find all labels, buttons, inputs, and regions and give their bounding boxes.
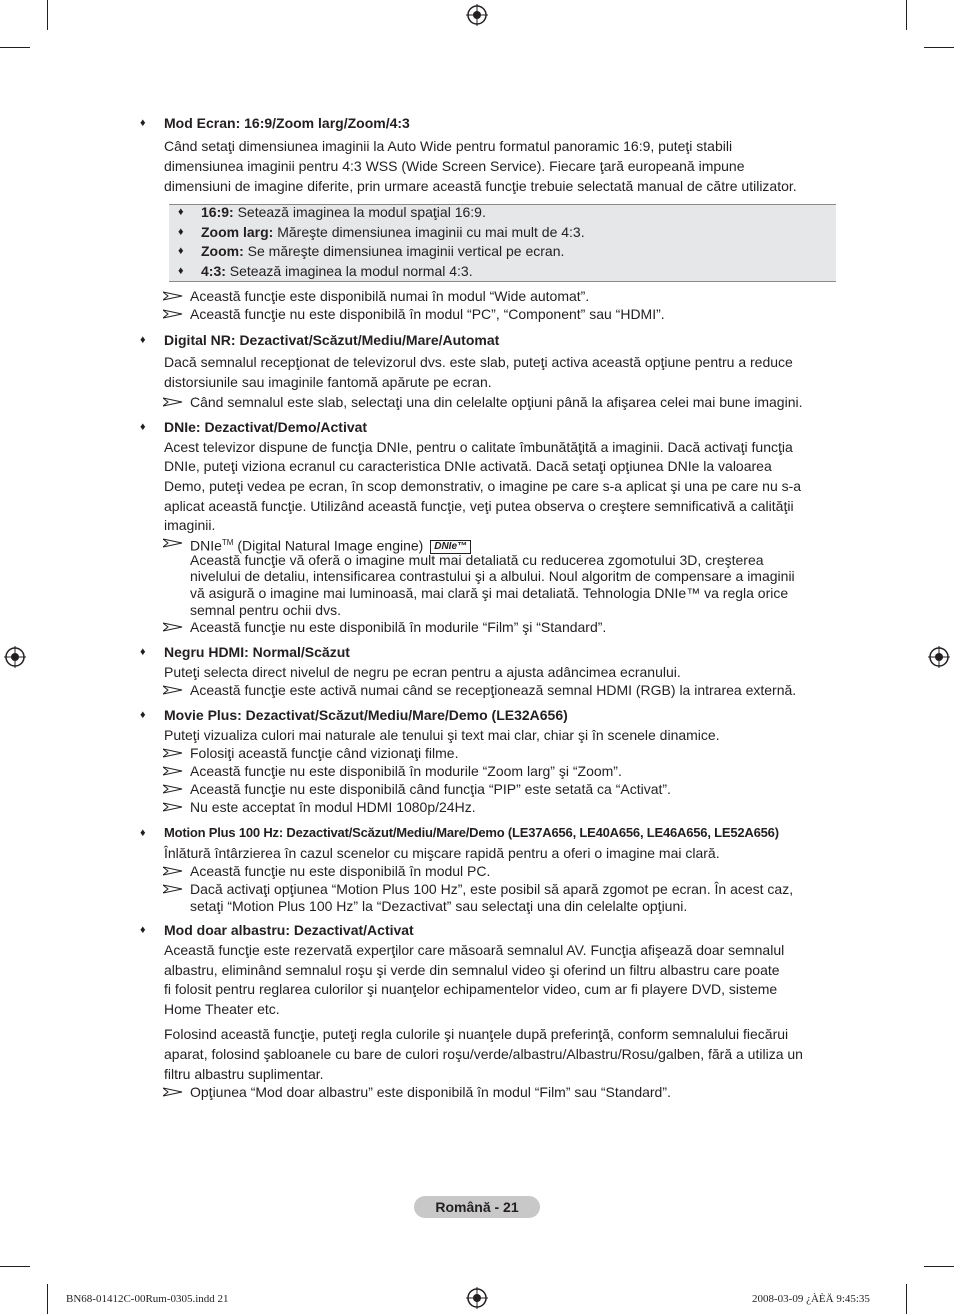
body-line: Înlătură întârzierea în cazul scenelor cu mişcare rapidă pentru a oferi o imagine mai clară. [164, 845, 720, 861]
crop-mark [47, 1284, 48, 1314]
page-number-badge: Română - 21 [414, 1196, 540, 1218]
crop-mark [924, 47, 954, 48]
bullet-icon: ♦ [140, 117, 146, 129]
option-text: Setează imaginea la modul spaţial 16:9. [233, 204, 486, 220]
body-line: Când setaţi dimensiunea imaginii la Auto Wide pentru formatul panoramic 16:9, puteţi stabili [164, 138, 733, 154]
note-arrow-icon [163, 784, 183, 794]
section-title: Digital NR: Dezactivat/Scăzut/Mediu/Mare/Automat [164, 332, 500, 348]
body-line: Puteţi vizualiza culori mai naturale ale tenului şi text mai clar, chiar şi în scenele dinamice. [164, 727, 720, 743]
note-arrow-icon [163, 1087, 183, 1097]
bullet-icon: ♦ [140, 646, 146, 658]
body-line: Home Theater etc. [164, 1001, 280, 1017]
footer-timestamp: 2008-03-09 ¿ÀÈÄ 9:45:35 [752, 1293, 870, 1305]
option-label: Zoom: [201, 243, 244, 259]
body-line: fi folosit pentru reglarea culorilor şi nuanţelor echipamentelor video, cum ar fi playere DVD, sisteme [164, 981, 778, 997]
note-line: Nu este acceptat în modul HDMI 1080p/24Hz. [190, 799, 476, 815]
note-line: Această funcţie nu este disponibilă când funcţia “PIP” este setată ca “Activat”. [190, 781, 671, 797]
option-text: Se măreşte dimensiunea imaginii vertical pe ecran. [243, 243, 565, 259]
dnie-logo-icon: DNIe™ [430, 540, 471, 554]
registration-mark-icon [4, 646, 26, 668]
section-title: Motion Plus 100 Hz: Dezactivat/Scăzut/Mediu/Mare/Demo (LE37A656, LE40A656, LE46A656, LE52A656) [164, 825, 779, 840]
body-line: Puteţi selecta direct nivelul de negru pe ecran pentru a ajusta adâncimea ecranului. [164, 664, 681, 680]
note-line: Această funcţie nu este disponibilă în modurile “Zoom larg” şi “Zoom”. [190, 763, 622, 779]
crop-mark [0, 47, 30, 48]
dnie-prefix: DNIe [190, 537, 222, 554]
note-line: Opţiunea “Mod doar albastru” este disponibilă în modul “Film” sau “Standard”. [190, 1084, 671, 1100]
option-row [201, 242, 564, 260]
body-line: DNIe, puteţi viziona ecranul cu caracteristica DNIe activată. Dacă setaţi opţiunea DNIe la valoarea [164, 458, 772, 474]
option-label: Zoom larg: [201, 224, 274, 240]
crop-mark [906, 1284, 907, 1314]
note-line: nivelului de detaliu, intensificarea contrastului şi a albului. Noul algoritm de compensare a imaginii [190, 568, 795, 584]
note-arrow-icon [163, 766, 183, 776]
dnie-suffix: (Digital Natural Image engine) [233, 537, 424, 554]
note-arrow-icon [163, 802, 183, 812]
option-text: Măreşte dimensiunea imaginii cu mai mult de 4:3. [273, 224, 585, 240]
bullet-icon: ♦ [140, 421, 146, 433]
section-title: Mod Ecran: 16:9/Zoom larg/Zoom/4:3 [164, 115, 410, 131]
note-arrow-icon [163, 622, 183, 632]
body-line: dimensiuni de imagine diferite, prin urmare această funcţie trebuie selectată manual de către utilizator. [164, 178, 797, 194]
note-line: Această funcţie este disponibilă numai în modul “Wide automat”. [190, 288, 590, 304]
crop-mark [0, 1266, 30, 1267]
note-line: Această funcţie nu este disponibilă în modul PC. [190, 863, 491, 879]
note-line: Folosiţi această funcţie când vizionaţi filme. [190, 745, 459, 761]
note-arrow-icon [163, 866, 183, 876]
note-line: Dacă activaţi opţiunea “Motion Plus 100 Hz”, este posibil să apară zgomot pe ecran. În acest caz, [190, 881, 794, 897]
section-title: DNIe: Dezactivat/Demo/Activat [164, 419, 368, 435]
trademark-mark: TM [221, 538, 234, 547]
registration-mark-icon [928, 646, 950, 668]
footer-file-name: BN68-01412C-00Rum-0305.indd 21 [66, 1293, 229, 1305]
note-arrow-icon [163, 397, 183, 407]
body-line: Folosind această funcţie, puteţi regla culorile şi nuanţele după preferinţă, conform semnalului fiecărui [164, 1026, 789, 1042]
note-line: Această funcţie vă oferă o imagine mult mai detaliată cu reducerea zgomotului 3D, creşterea [190, 552, 764, 568]
body-line: albastru, eliminând semnalul roşu şi verde din semnalul video şi oferind un filtru albastru care poate [164, 962, 780, 978]
section-title: Movie Plus: Dezactivat/Scăzut/Mediu/Mare/Demo (LE32A656) [164, 707, 568, 723]
registration-mark-icon [466, 1287, 488, 1309]
note-line: Când semnalul este slab, selectaţi una din celelalte opţiuni până la afişarea celei mai bune imagini. [190, 394, 803, 410]
body-line: Această funcţie este rezervată experţilor care măsoară semnalul AV. Funcţia afişează doar semnalul [164, 942, 785, 958]
section-title: Mod doar albastru: Dezactivat/Activat [164, 922, 414, 938]
body-line: aparat, folosind şabloanele cu bare de culori roşu/verde/albastru/Albastru/Rosu/galben, fără a utiliza un [164, 1046, 803, 1062]
note-line: Această funcţie este activă numai când se recepţionează semnal HDMI (RGB) la intrarea externă. [190, 682, 797, 698]
bullet-icon: ♦ [140, 334, 146, 346]
note-arrow-icon [163, 291, 183, 301]
body-line: filtru albastru suplimentar. [164, 1066, 324, 1082]
note-arrow-icon [163, 538, 183, 548]
option-label: 4:3: [201, 263, 226, 279]
body-line: dimensiunea imaginii pentru 4:3 WSS (Wide Screen Service). Fiecare ţară europeană impune [164, 158, 745, 174]
note-line: Această funcţie nu este disponibilă în modul “PC”, “Component” sau “HDMI”. [190, 306, 665, 322]
note-arrow-icon [163, 685, 183, 695]
bullet-icon: ♦ [178, 226, 184, 238]
option-label: 16:9: [201, 204, 234, 220]
option-text: Setează imaginea la modul normal 4:3. [225, 263, 473, 279]
note-arrow-icon [163, 748, 183, 758]
crop-mark [924, 1266, 954, 1267]
bullet-icon: ♦ [140, 827, 146, 839]
option-row [201, 262, 473, 280]
body-line: Acest televizor dispune de funcţia DNIe, pentru o calitate îmbunătăţită a imaginii. Dacă activaţi funcţia [164, 439, 793, 455]
note-line: Această funcţie nu este disponibilă în modurile “Film” şi “Standard”. [190, 619, 607, 635]
note-line: setaţi “Motion Plus 100 Hz” la “Dezactivat” sau selectaţi una din celelalte opţiuni. [190, 898, 688, 914]
registration-mark-icon [466, 4, 488, 26]
option-row [201, 203, 486, 221]
note-arrow-icon [163, 884, 183, 894]
bullet-icon: ♦ [178, 206, 184, 218]
note-arrow-icon [163, 309, 183, 319]
body-line: imaginii. [164, 517, 216, 533]
crop-mark [47, 0, 48, 30]
section-title: Negru HDMI: Normal/Scăzut [164, 644, 350, 660]
note-line: semnal pentru ochii dvs. [190, 602, 341, 618]
note-line: vă asigură o imagine mai luminoasă, mai clară şi mai detaliată. Tehnologia DNIe™ va regla orice [190, 585, 789, 601]
body-line: distorsiunile sau imaginile fantomă apărute pe ecran. [164, 374, 492, 390]
bullet-icon: ♦ [140, 924, 146, 936]
crop-mark [906, 0, 907, 30]
option-row [201, 223, 585, 241]
body-line: aplicat această funcţie. Utilizând această funcţie, veţi putea observa o creştere semnificativă a calităţii [164, 498, 794, 514]
body-line: Dacă semnalul recepţionat de televizorul dvs. este slab, puteţi activa această opţiune pentru a reduce [164, 354, 793, 370]
bullet-icon: ♦ [178, 265, 184, 277]
body-line: Demo, puteţi vedea pe ecran, în scop demonstrativ, o imagine pe care s-a aplicat şi una pe care nu s-a [164, 478, 802, 494]
bullet-icon: ♦ [178, 245, 184, 257]
bullet-icon: ♦ [140, 709, 146, 721]
